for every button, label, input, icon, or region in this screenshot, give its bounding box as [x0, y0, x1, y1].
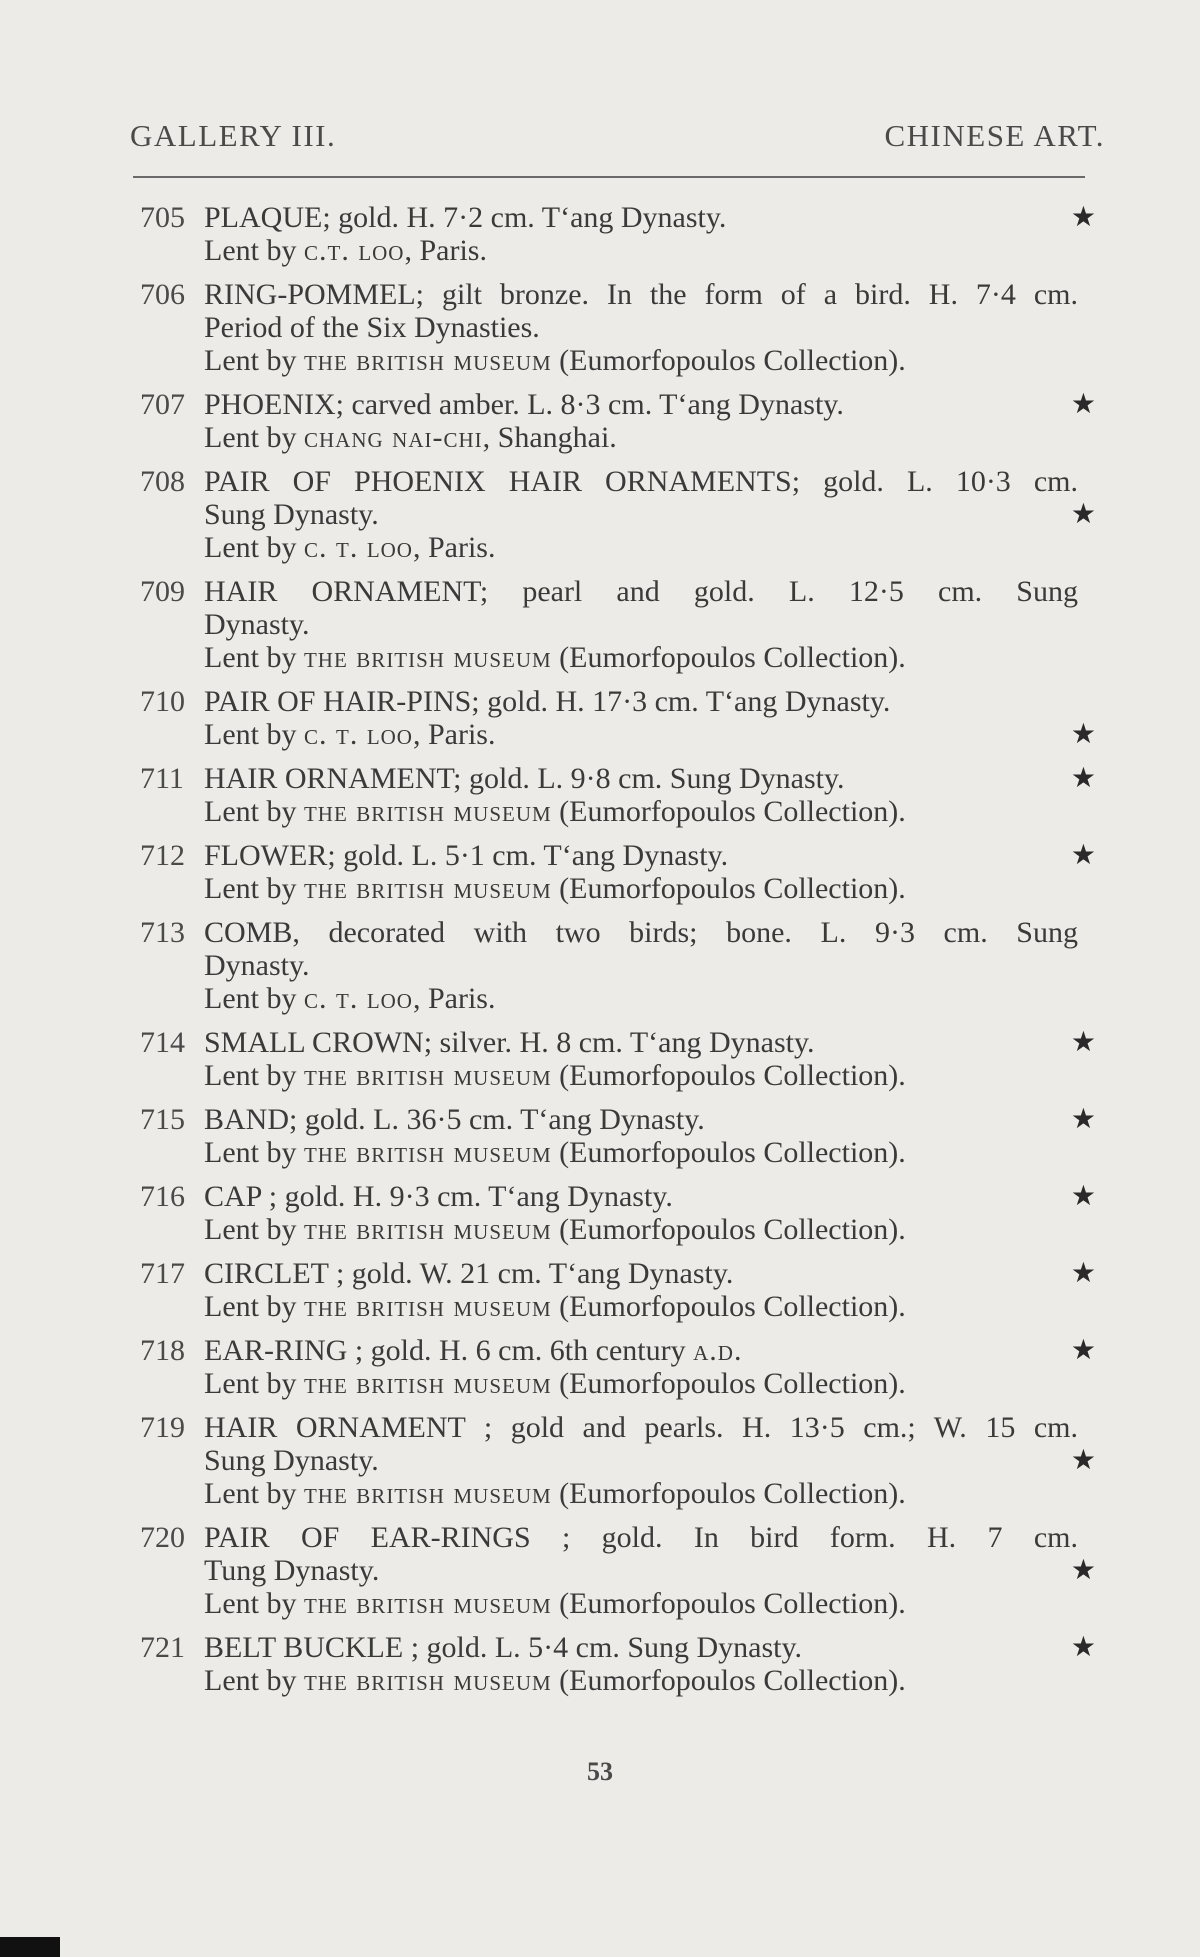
entry-number: 708	[140, 465, 185, 498]
lender-name: the british museum	[303, 641, 552, 674]
entry-title-line	[204, 575, 1078, 608]
entry-detail-line	[204, 1213, 1078, 1246]
entry-text: , Shanghai.	[482, 421, 617, 454]
star-icon: ★	[1070, 1632, 1096, 1663]
entry-description	[204, 839, 1096, 905]
entry-text: (Eumorfopoulos Collection).	[551, 1367, 906, 1400]
entry-text: FLOWER; gold. L. 5·1 cm. T‘ang Dynasty.	[204, 839, 729, 872]
entry-text: (Eumorfopoulos Collection).	[551, 1477, 906, 1510]
entry-text: CAP ; gold. H. 9·3 cm. T‘ang Dynasty.	[204, 1180, 673, 1213]
entry-description	[204, 388, 1096, 454]
lender-name: the british museum	[303, 344, 552, 377]
entry-detail-line	[204, 1587, 1078, 1620]
entry-text: Dynasty.	[204, 949, 310, 982]
catalog-entry	[140, 575, 1100, 674]
entry-description	[204, 1411, 1096, 1510]
entry-text: Lent by	[204, 234, 304, 267]
entry-text: Lent by	[204, 641, 304, 674]
entry-number: 706	[140, 278, 185, 311]
entry-detail-line	[204, 344, 1078, 377]
entry-text: PLAQUE; gold. H. 7·2 cm. T‘ang Dynasty.	[204, 201, 727, 234]
entry-detail-line	[204, 1290, 1078, 1323]
star-icon: ★	[1070, 840, 1096, 871]
entry-text: CIRCLET ; gold. W. 21 cm. T‘ang Dynasty.	[204, 1257, 734, 1290]
entry-title-line	[204, 1257, 1096, 1290]
catalog-entry	[140, 1411, 1100, 1510]
entry-text: Lent by	[204, 344, 304, 377]
entry-number: 715	[140, 1103, 185, 1136]
entry-number: 713	[140, 916, 185, 949]
entry-text: COMB, decorated with two birds; bone. L. 9·3 cm. Sung	[204, 916, 1078, 949]
entry-title-line	[204, 1103, 1096, 1136]
catalog-entry	[140, 1521, 1100, 1620]
entry-detail-line	[204, 421, 1078, 454]
star-icon: ★	[1070, 499, 1096, 530]
star-icon: ★	[1070, 389, 1096, 420]
entry-detail-line	[204, 531, 1078, 564]
entry-number: 719	[140, 1411, 185, 1444]
catalog-entry	[140, 465, 1100, 564]
entry-number: 710	[140, 685, 185, 718]
entry-detail-line	[204, 498, 1096, 531]
entry-text: Lent by	[204, 718, 304, 751]
star-icon: ★	[1070, 1258, 1096, 1289]
entry-text: Lent by	[204, 872, 304, 905]
entry-text: PAIR OF HAIR-PINS; gold. H. 17·3 cm. T‘ang Dynasty.	[204, 685, 891, 718]
entry-text: Tung Dynasty.	[204, 1554, 380, 1587]
entry-title-line	[204, 465, 1078, 498]
gallery-heading: GALLERY III.	[130, 118, 337, 153]
entry-title-line	[204, 1631, 1096, 1664]
lender-name: a.d.	[693, 1334, 743, 1367]
catalog-entries	[140, 201, 1100, 1708]
entry-text: (Eumorfopoulos Collection).	[551, 872, 906, 905]
entry-detail-line	[204, 1444, 1096, 1477]
entry-text: , Paris.	[412, 718, 496, 751]
entry-text: PHOENIX; carved amber. L. 8·3 cm. T‘ang Dynasty.	[204, 388, 844, 421]
entry-number: 712	[140, 839, 185, 872]
entry-number: 718	[140, 1334, 185, 1367]
star-icon: ★	[1070, 1335, 1096, 1366]
catalog-entry	[140, 201, 1100, 267]
entry-detail-line	[204, 795, 1078, 828]
entry-detail-line	[204, 234, 1078, 267]
entry-detail-line	[204, 982, 1078, 1015]
entry-description	[204, 278, 1078, 377]
entry-text: (Eumorfopoulos Collection).	[551, 1059, 906, 1092]
entry-text: (Eumorfopoulos Collection).	[551, 1664, 906, 1697]
entry-detail-line	[204, 641, 1078, 674]
star-icon: ★	[1070, 719, 1096, 750]
entry-text: Lent by	[204, 421, 304, 454]
star-icon: ★	[1070, 1181, 1096, 1212]
entry-text: Lent by	[204, 1059, 304, 1092]
entry-text: (Eumorfopoulos Collection).	[551, 795, 906, 828]
entry-detail-line	[204, 1059, 1078, 1092]
entry-detail-line	[204, 311, 1078, 344]
entry-description	[204, 762, 1096, 828]
star-icon: ★	[1070, 763, 1096, 794]
entry-text: SMALL CROWN; silver. H. 8 cm. T‘ang Dynasty.	[204, 1026, 815, 1059]
entry-number: 709	[140, 575, 185, 608]
lender-name: the british museum	[303, 1664, 552, 1697]
section-heading: CHINESE ART.	[884, 118, 1105, 153]
lender-name: the british museum	[303, 1213, 552, 1246]
page-number: 53	[587, 1757, 613, 1786]
star-icon: ★	[1070, 202, 1096, 233]
entry-text: , Paris.	[412, 531, 496, 564]
entry-title-line	[204, 201, 1096, 234]
entry-text: PAIR OF EAR-RINGS ; gold. In bird form. H. 7 cm.	[204, 1521, 1078, 1554]
entry-text: Lent by	[204, 1367, 304, 1400]
entry-text: Sung Dynasty.	[204, 1444, 379, 1477]
lender-name: the british museum	[303, 1477, 552, 1510]
catalog-entry	[140, 1026, 1100, 1092]
entry-number: 717	[140, 1257, 185, 1290]
entry-text: Period of the Six Dynasties.	[204, 311, 540, 344]
entry-title-line	[204, 278, 1078, 311]
catalog-entry	[140, 1334, 1100, 1400]
entry-title-line	[204, 1411, 1078, 1444]
entry-number: 707	[140, 388, 185, 421]
entry-text: (Eumorfopoulos Collection).	[551, 1213, 906, 1246]
running-header	[130, 118, 1105, 154]
star-icon: ★	[1070, 1027, 1096, 1058]
entry-number: 711	[140, 762, 184, 795]
entry-detail-line	[204, 1136, 1078, 1169]
entry-text: BELT BUCKLE ; gold. L. 5·4 cm. Sung Dynasty.	[204, 1631, 803, 1664]
entry-text: (Eumorfopoulos Collection).	[551, 641, 906, 674]
lender-name: c. t. loo	[303, 982, 413, 1015]
entry-text: , Paris.	[412, 982, 496, 1015]
lender-name: the british museum	[303, 795, 552, 828]
entry-description	[204, 1631, 1096, 1697]
entry-text: BAND; gold. L. 36·5 cm. T‘ang Dynasty.	[204, 1103, 705, 1136]
entry-number: 716	[140, 1180, 185, 1213]
entry-text: Lent by	[204, 1664, 304, 1697]
entry-description	[204, 1026, 1096, 1092]
entry-text: Sung Dynasty.	[204, 498, 379, 531]
star-icon: ★	[1070, 1104, 1096, 1135]
entry-description	[204, 1257, 1096, 1323]
entry-text: HAIR ORNAMENT; pearl and gold. L. 12·5 cm. Sung	[204, 575, 1078, 608]
entry-text: (Eumorfopoulos Collection).	[551, 1290, 906, 1323]
entry-description	[204, 575, 1078, 674]
entry-text: EAR-RING ; gold. H. 6 cm. 6th century	[204, 1334, 694, 1367]
lender-name: chang nai-chi	[303, 421, 483, 454]
entry-text: RING-POMMEL; gilt bronze. In the form of a bird. H. 7·4 cm.	[204, 278, 1078, 311]
entry-text: (Eumorfopoulos Collection).	[551, 1587, 906, 1620]
lender-name: the british museum	[303, 1290, 552, 1323]
catalog-entry	[140, 762, 1100, 828]
entry-title-line	[204, 916, 1078, 949]
catalog-entry	[140, 839, 1100, 905]
entry-text: (Eumorfopoulos Collection).	[551, 1136, 906, 1169]
entry-text: Lent by	[204, 1587, 304, 1620]
entry-description	[204, 1521, 1096, 1620]
entry-description	[204, 1334, 1096, 1400]
lender-name: the british museum	[303, 1059, 552, 1092]
lender-name: the british museum	[303, 1136, 552, 1169]
entry-description	[204, 465, 1096, 564]
entry-detail-line	[204, 1664, 1078, 1697]
lender-name: the british museum	[303, 1587, 552, 1620]
entry-text: , Paris.	[404, 234, 487, 267]
lender-name: c.t. loo	[303, 234, 405, 267]
entry-text: Lent by	[204, 795, 304, 828]
entry-number: 714	[140, 1026, 185, 1059]
entry-detail-line	[204, 718, 1096, 751]
entry-description	[204, 1103, 1096, 1169]
catalog-entry	[140, 1180, 1100, 1246]
star-icon: ★	[1070, 1555, 1096, 1586]
catalog-entry	[140, 1103, 1100, 1169]
entry-title-line	[204, 685, 1078, 718]
entry-number: 720	[140, 1521, 185, 1554]
lender-name: the british museum	[303, 1367, 552, 1400]
entry-detail-line	[204, 1477, 1078, 1510]
entry-text: Lent by	[204, 982, 304, 1015]
entry-detail-line	[204, 1367, 1078, 1400]
entry-description	[204, 916, 1078, 1015]
catalog-entry	[140, 1257, 1100, 1323]
entry-detail-line	[204, 949, 1078, 982]
entry-text: Lent by	[204, 531, 304, 564]
entry-title-line	[204, 839, 1096, 872]
entry-title-line	[204, 762, 1096, 795]
entry-text: Lent by	[204, 1290, 304, 1323]
entry-text: (Eumorfopoulos Collection).	[551, 344, 906, 377]
catalog-entry	[140, 685, 1100, 751]
entry-title-line	[204, 1180, 1096, 1213]
entry-text: Lent by	[204, 1213, 304, 1246]
entry-description	[204, 201, 1096, 267]
entry-description	[204, 685, 1096, 751]
catalog-entry	[140, 916, 1100, 1015]
entry-text: Dynasty.	[204, 608, 310, 641]
entry-detail-line	[204, 608, 1078, 641]
entry-text: HAIR ORNAMENT; gold. L. 9·8 cm. Sung Dynasty.	[204, 762, 845, 795]
entry-title-line	[204, 388, 1096, 421]
lender-name: the british museum	[303, 872, 552, 905]
catalog-entry	[140, 278, 1100, 377]
entry-text: PAIR OF PHOENIX HAIR ORNAMENTS; gold. L. 10·3 cm.	[204, 465, 1078, 498]
entry-text: HAIR ORNAMENT ; gold and pearls. H. 13·5 cm.; W. 15 cm.	[204, 1411, 1078, 1444]
catalog-entry	[140, 388, 1100, 454]
header-rule	[133, 176, 1085, 178]
lender-name: c. t. loo	[303, 718, 413, 751]
lender-name: c. t. loo	[303, 531, 413, 564]
entry-detail-line	[204, 1554, 1096, 1587]
entry-text: Lent by	[204, 1477, 304, 1510]
entry-description	[204, 1180, 1096, 1246]
star-icon: ★	[1070, 1445, 1096, 1476]
entry-number: 705	[140, 201, 185, 234]
catalog-entry	[140, 1631, 1100, 1697]
entry-detail-line	[204, 872, 1078, 905]
entry-text: Lent by	[204, 1136, 304, 1169]
entry-number: 721	[140, 1631, 185, 1664]
entry-title-line	[204, 1521, 1078, 1554]
entry-title-line	[204, 1026, 1096, 1059]
scan-edge	[0, 1937, 60, 1957]
entry-title-line	[204, 1334, 1096, 1367]
